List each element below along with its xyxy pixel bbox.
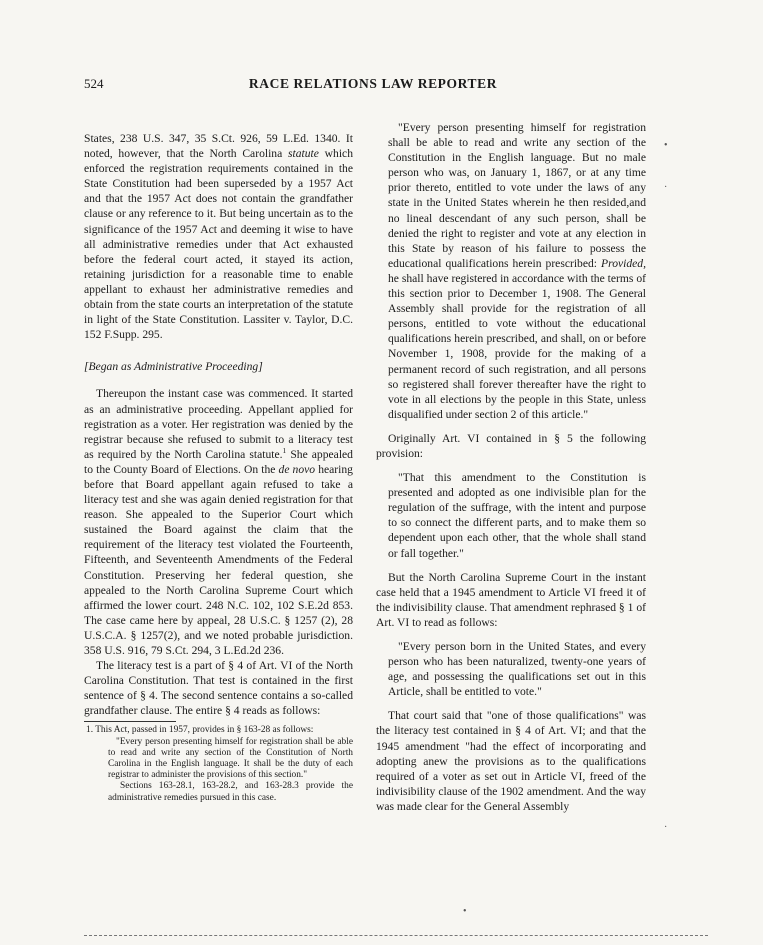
- scan-speck: ·: [664, 182, 668, 193]
- emphasis-provided: Provided,: [601, 256, 646, 270]
- scan-speck: ·: [664, 822, 668, 833]
- page-title: RACE RELATIONS LAW REPORTER: [248, 76, 498, 91]
- footnote-sections: Sections 163-28.1, 163-28.2, and 163-28.3 provide the administrative remedies pursued in this case.: [108, 781, 353, 803]
- left-column: [84, 131, 353, 804]
- running-header: [84, 76, 662, 94]
- footnote-marker: 1: [282, 445, 287, 455]
- footnote: [84, 725, 353, 803]
- left-paragraph-3: The literacy test is a part of § 4 of Art. VI of the North Carolina Constitution. That test is contained in the first sentence of § 4. The second sentence contains a so-called grandfather clause. The entire § 4 reads as follows:: [84, 659, 353, 718]
- left-paragraph-1: States, 238 U.S. 347, 35 S.Ct. 926, 59 L.Ed. 1340. It noted, however, that the North Carolina statute which enforced the registration requirements contained in the State Constitution had been superseded by a 1957 Act and that the 1957 Act does not contain the grandfather clause or any reference to it. But being uncertain as to the significance of the 1957 Act and deeming it wise to have all administrative remedies under that Act exhausted before the federal court acted, it stayed its action, retaining jurisdiction for a reasonable time to enable appellant to exhaust her administrative remedies and obtain from the state courts an interpretation of the statute in light of the State Constitution. Lassiter v. Taylor, D.C. 152 F.Supp. 295.: [84, 132, 353, 342]
- scan-speck: •: [664, 140, 668, 151]
- footnote-intro: 1. This Act, passed in 1957, provides in § 163-28 as follows:: [86, 725, 314, 736]
- footnote-divider: [84, 721, 176, 722]
- emphasis-statute: statute: [288, 147, 319, 161]
- right-column: [376, 120, 646, 814]
- section-heading: [Began as Administrative Proceeding]: [84, 360, 263, 374]
- right-quote-3: "Every person born in the United States, and every person who has been naturalized, twenty-one years of age, and possessing the qualifications set out in this Article, shall be entitled to vote.": [388, 640, 646, 699]
- right-quote-2: "That this amendment to the Constitution is presented and adopted as one indivisible plan for the regulation of the suffrage, with the intent and purpose to so connect the different parts, and to make them so dependent upon each other, that the whole shall stand or fall together.": [388, 471, 646, 560]
- scan-bottom-edge: [84, 935, 708, 936]
- right-paragraph-2: But the North Carolina Supreme Court in the instant case held that a 1945 amendment to Article VI freed it of the indivisibility clause. That amendment rephrased § 1 of Art. VI to read as follows:: [376, 570, 646, 629]
- scan-speck: •: [463, 906, 467, 917]
- right-paragraph-1: Originally Art. VI contained in § 5 the following provision:: [376, 431, 646, 460]
- right-quote-1: "Every person presenting himself for registration shall be able to read and write any section of the Constitution in the English language. But no male person who was, on January 1, 1867, or at any time prior thereto, entitled to vote under the laws of any state in the United States wherein he then resided,and no lineal descendant of any such person, shall be denied the right to register and vote at any election in this State by reason of his failure to possess the educational qualifications herein prescribed: Provided, he shall have registered in accordance with the terms of this section prior to December 1, 1908. The General Assembly shall provide for the registration of all persons, entitled to vote without the educational qualifications herein prescribed, and shall, on or before November 1, 1908, provide for the making of a permanent record of such registration, and all persons so registered shall forever thereafter have the right to vote in all elections by the people in this State, unless disqualified under section 2 of this article.": [388, 121, 646, 421]
- right-paragraph-3: That court said that "one of those qualifications" was the literacy test contained in § 4 of Art. VI; and that the 1945 amendment "had the effect of incorporating and adopting anew the provisions as to the qualifications required of a voter as set out in Article VI, freed of the indivisibility clause of the 1902 amendment. And the way was made clear for the General Assembly: [376, 709, 646, 813]
- left-paragraph-2: Thereupon the instant case was commenced. It started as an administrative proceeding. Appellant applied for registration as a voter. Her registration was denied by the registrar because she refused to submit to a literacy test as required by the North Carolina statute.$^1$ She appealed to the County Board of Elections. On the de novo hearing before that Board appellant again refused to take a literacy test and she was again denied registration for that reason. She appealed to the Superior Court which sustained the Board against the claim that the requirement of the literacy test violated the Fourteenth, Fifteenth, and Seventeenth Amendments of the Federal Constitution. Preserving her federal question, she appealed to the North Carolina Supreme Court which affirmed the lower court. 248 N.C. 102, 102 S.E.2d 853. The case came here by appeal, 28 U.S.C. § 1257 (2), 28 U.S.C.A. § 1257(2), and we noted probable jurisdiction. 358 U.S. 916, 79 S.Ct. 294, 3 L.Ed.2d 236.: [84, 387, 353, 657]
- emphasis-de-novo: de novo: [278, 462, 316, 476]
- footnote-quote: "Every person presenting himself for registration shall be able to read and write any section of the Constitution of North Carolina in the English language. It shall be the duty of each registrar to administer the provisions of this section.": [108, 736, 353, 781]
- page-number: 524: [84, 76, 104, 91]
